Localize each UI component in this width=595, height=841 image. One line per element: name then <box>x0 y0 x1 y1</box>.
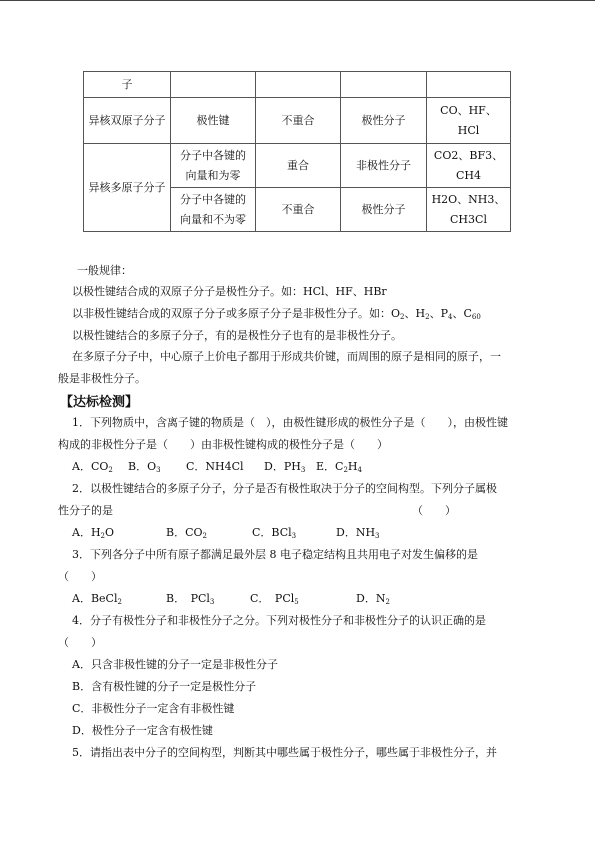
table-cell: 异核多原子分子 <box>84 144 171 232</box>
q5-stem-1: 5．请指出表中分子的空间构型，判断其中哪些属于极性分子，哪些属于非极性分子，并 <box>72 746 497 759</box>
table-cell: 极性分子 <box>341 188 427 232</box>
q2-option-d: D．$NH_3$ <box>336 526 380 540</box>
q2-answer-blank: （ ） <box>412 504 456 517</box>
q3-option-b: B． PCl$_3$ <box>166 592 215 606</box>
q3-option-a: A．BeCl$_2$ <box>72 592 122 606</box>
q2-option-a: A．$H_2O$ <box>72 526 115 540</box>
q4-option-b: B．含有极性键的分子一定是极性分子 <box>72 680 257 693</box>
table-cell: 极性键 <box>171 98 256 144</box>
page-top-rule <box>0 0 595 1</box>
q4-stem-1: 4．分子有极性分子和非极性分子之分。下列对极性分子和非极性分子的认识正确的是 <box>72 614 486 627</box>
rule-4-line-2: 般是非极性分子。 <box>58 372 146 385</box>
table-cell: 异核双原子分子 <box>84 98 171 144</box>
table-row <box>84 98 511 144</box>
section-heading: 【达标检测】 <box>60 395 139 410</box>
table-cell: 分子中各键的向量和为零 <box>171 144 256 188</box>
q2-option-b: B．$CO_2$ <box>166 526 207 540</box>
table-cell: CO、HF、HCl <box>427 98 511 144</box>
rule-3: 以极性键结合的多原子分子，有的是极性分子也有的是非极性分子。 <box>72 329 402 342</box>
table-cell <box>341 72 427 98</box>
q1-stem-1: 1．下列物质中，含离子键的物质是（ ），由极性键形成的极性分子是（ ），由极性键 <box>72 416 508 429</box>
q1-option-d: D．$PH_3$ <box>264 460 306 474</box>
q2-stem-2: 性分子的是 <box>58 504 113 517</box>
table-row <box>84 72 511 98</box>
q2-stem-1: 2．以极性键结合的多原子分子，分子是否有极性取决于分子的空间构型。下列分子属极 <box>72 482 497 495</box>
table-row <box>84 144 511 188</box>
rule-4-line-1: 在多原子分子中，中心原子上价电子都用于形成共价键，而周围的原子是相同的原子，一 <box>72 350 501 363</box>
q3-option-c: C． PCl$_5$ <box>250 592 299 606</box>
q1-option-e: E．$C_2H_4$ <box>316 460 362 474</box>
table-cell: 不重合 <box>256 188 341 232</box>
q3-stem-2: （ ） <box>58 570 102 583</box>
table-cell <box>256 72 341 98</box>
table-cell <box>427 72 511 98</box>
table-cell <box>171 72 256 98</box>
table-cell: 重合 <box>256 144 341 188</box>
q1-option-b: B．$O_3$ <box>128 460 161 474</box>
q2-option-c: C．BCl$_3$ <box>252 526 297 540</box>
q4-option-c: C．非极性分子一定含有非极性键 <box>72 702 235 715</box>
table-cell: CO2、BF3、CH4 <box>427 144 511 188</box>
table-cell: H2O、NH3、CH3Cl <box>427 188 511 232</box>
table-cell: 非极性分子 <box>341 144 427 188</box>
q3-option-d: D．$N_2$ <box>356 592 390 606</box>
table-cell: 分子中各键的向量和不为零 <box>171 188 256 232</box>
table-cell: 极性分子 <box>341 98 427 144</box>
q1-stem-2: 构成的非极性分子是（ ）由非极性键构成的极性分子是（ ） <box>58 438 388 451</box>
q4-stem-2: （ ） <box>58 636 102 649</box>
table-cell: 不重合 <box>256 98 341 144</box>
q3-stem-1: 3．下列各分子中所有原子都满足最外层 8 电子稳定结构且共用电子对发生偏移的是 <box>72 548 478 561</box>
polarity-table <box>83 71 511 232</box>
q1-option-a: A．$CO_2$ <box>72 460 113 474</box>
q1-option-c: C．NH4Cl <box>186 460 244 473</box>
table-cell: 子 <box>84 72 171 98</box>
rules-heading: 一般规律： <box>77 264 132 277</box>
q4-option-a: A．只含非极性键的分子一定是非极性分子 <box>72 658 278 671</box>
rule-2: 以非极性键结合成的双原子分子或多原子分子是非极性分子。如：$O_2$、$H_2$、$P_4$、$C_{60}$ <box>72 307 481 321</box>
q4-option-d: D．极性分子一定含有极性键 <box>72 724 213 737</box>
rule-1: 以极性键结合成的双原子分子是极性分子。如：HCl、HF、HBr <box>72 285 387 298</box>
